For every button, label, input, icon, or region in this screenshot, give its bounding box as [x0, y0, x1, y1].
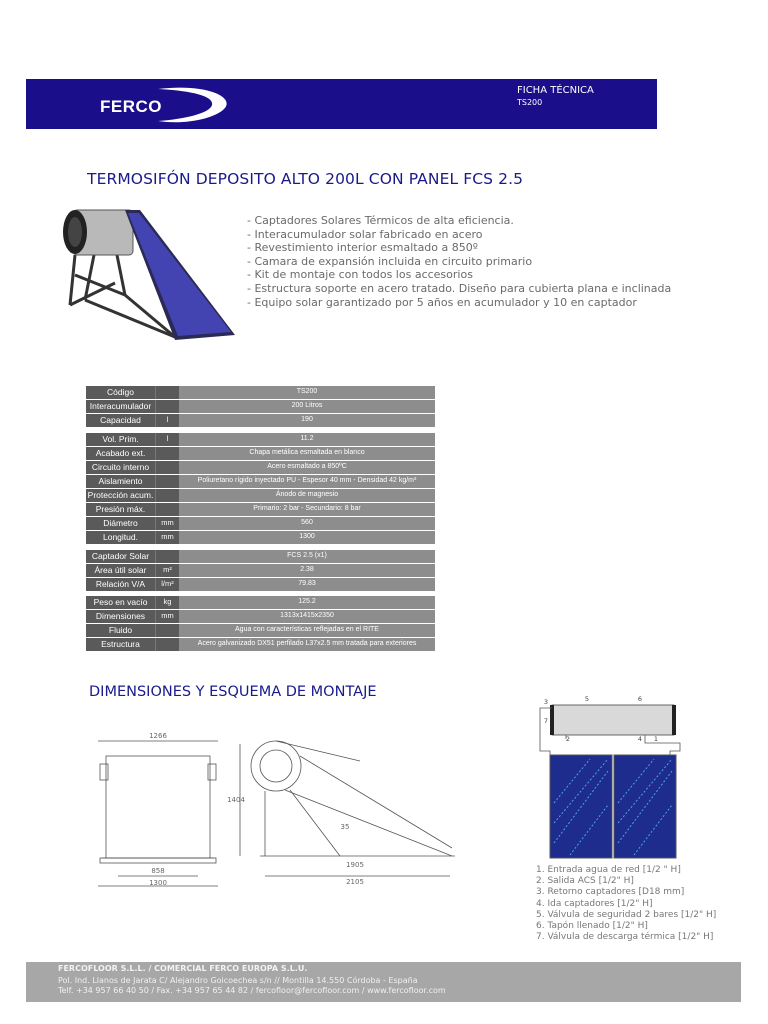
footer-contact: Telf. +34 957 66 40 50 / Fax. +34 957 65 44 82 / fercofloor@fercofloor.com / www.fercofloor.com — [58, 986, 446, 995]
feature-item: - Revestimiento interior esmaltado a 850º — [247, 241, 478, 255]
spec-label: Dimensiones — [86, 610, 155, 623]
schema-legend — [536, 865, 716, 943]
dim-angle: 35 — [340, 823, 350, 831]
spec-value: 560 — [179, 517, 435, 530]
spec-unit — [155, 550, 179, 563]
spec-label: Capacidad — [86, 414, 155, 427]
spec-value: Ánodo de magnesio — [179, 489, 435, 502]
schema-label: 1 — [653, 735, 659, 743]
spec-value: Agua con características reflejadas en el RITE — [179, 624, 435, 637]
spec-label: Interacumulador — [86, 400, 155, 413]
spec-value: Acero galvanizado DX51 perfilado L37x2.5 mm tratada para exteriores — [179, 638, 435, 651]
spec-label: Fluido — [86, 624, 155, 637]
footer-bar — [26, 962, 741, 1002]
dim-width-top: 1266 — [149, 732, 167, 740]
spec-value: Primario: 2 bar - Secundario: 8 bar — [179, 503, 435, 516]
legend-item: 2. Salida ACS [1/2" H] — [536, 876, 634, 887]
dim-height: 1404 — [227, 796, 245, 804]
schema-label: 6 — [637, 695, 643, 703]
footer-company: FERCOFLOOR S.L.L. / COMERCIAL FERCO EUROPA S.L.U. — [58, 964, 308, 973]
schema-label: 5 — [584, 695, 590, 703]
schema-label: 2 — [565, 735, 571, 743]
spec-value: Chapa metálica esmaltada en blanco — [179, 447, 435, 460]
spec-value: 79.83 — [179, 578, 435, 591]
spec-unit: l — [155, 433, 179, 446]
header-info — [517, 85, 594, 107]
mounting-schema — [530, 693, 695, 863]
spec-label: Acabado ext. — [86, 447, 155, 460]
spec-unit — [155, 386, 179, 399]
dim-width-bottom: 1300 — [149, 879, 167, 887]
thermosiphon-image — [55, 205, 240, 345]
doc-type: FICHA TÉCNICA — [517, 85, 594, 96]
spec-label: Área útil solar — [86, 564, 155, 577]
feature-item: - Estructura soporte en acero tratado. Diseño para cubierta plana e inclinada — [247, 281, 672, 295]
spec-unit — [155, 638, 179, 651]
footer-address: Pol. Ind. Llanos de Jarata C/ Alejandro Goicoechea s/n // Montilla 14.550 Córdoba - España — [58, 976, 418, 985]
schema-label: 4 — [637, 735, 643, 743]
spec-unit: mm — [155, 517, 179, 530]
spec-label: Presión máx. — [86, 503, 155, 516]
spec-label: Peso en vacío — [86, 596, 155, 609]
legend-item: 5. Válvula de seguridad 2 bares [1/2" H] — [536, 909, 717, 920]
spec-label: Aislamiento — [86, 475, 155, 488]
legend-item: 6. Tapón llenado [1/2" H] — [536, 921, 648, 932]
product-title: TERMOSIFÓN DEPOSITO ALTO 200L CON PANEL FCS 2.5 — [87, 170, 524, 188]
spec-unit: m² — [155, 564, 179, 577]
spec-label: Vol. Prim. — [86, 433, 155, 446]
legend-item: 1. Entrada agua de red [1/2 " H] — [536, 865, 681, 875]
legend-item: 3. Retorno captadores [D18 mm] — [536, 887, 685, 898]
spec-unit — [155, 461, 179, 474]
dim-width-mid: 858 — [151, 867, 165, 875]
spec-label: Longitud. — [86, 531, 155, 544]
spec-value: 190 — [179, 414, 435, 427]
ferco-logo — [96, 85, 236, 125]
spec-unit — [155, 475, 179, 488]
spec-value: FCS 2.5 (x1) — [179, 550, 435, 563]
spec-label: Código — [86, 386, 155, 399]
spec-value: 200 Litros — [179, 400, 435, 413]
spec-label: Captador Solar — [86, 550, 155, 563]
dim-length-1: 1905 — [346, 861, 364, 869]
header-bar — [26, 79, 657, 129]
feature-item: - Interacumulador solar fabricado en acero — [247, 227, 483, 241]
dimension-drawings — [90, 726, 470, 891]
feature-item: - Kit de montaje con todos los accesorios — [247, 268, 473, 282]
spec-label: Circuito interno — [86, 461, 155, 474]
feature-list — [247, 214, 677, 309]
spec-unit — [155, 489, 179, 502]
spec-value: 2.38 — [179, 564, 435, 577]
feature-item: - Camara de expansión incluida en circuito primario — [247, 254, 533, 268]
spec-unit: mm — [155, 531, 179, 544]
feature-item: - Equipo solar garantizado por 5 años en acumulador y 10 en captador — [247, 295, 637, 309]
spec-value: 11.2 — [179, 433, 435, 446]
dim-length-2: 2105 — [346, 878, 364, 886]
spec-label: Protección acum. — [87, 490, 154, 500]
spec-value: Poliuretano rígido inyectado PU - Espesor 40 mm - Densidad 42 kg/m³ — [179, 475, 435, 488]
spec-value: 1313x1415x2350 — [179, 610, 435, 623]
section-title-dimensions: DIMENSIONES Y ESQUEMA DE MONTAJE — [89, 684, 377, 700]
spec-value: Acero esmaltado a 850ºC — [179, 461, 435, 474]
spec-unit: kg — [155, 596, 179, 609]
spec-unit: l/m² — [155, 578, 179, 591]
spec-unit — [155, 447, 179, 460]
schema-label: 7 — [543, 717, 549, 725]
schema-label: 3 — [543, 698, 549, 706]
spec-value: TS200 — [179, 386, 435, 399]
spec-label: Diámetro — [86, 517, 155, 530]
spec-unit: l — [155, 414, 179, 427]
spec-value: 1300 — [179, 531, 435, 544]
spec-unit — [155, 503, 179, 516]
feature-item: - Captadores Solares Térmicos de alta eficiencia. — [247, 214, 514, 227]
spec-unit — [155, 400, 179, 413]
spec-label: Relación V/A — [86, 578, 155, 591]
spec-unit — [155, 624, 179, 637]
spec-value: 125.2 — [179, 596, 435, 609]
logo-word: FERCO — [100, 97, 162, 116]
spec-label: Estructura — [86, 638, 155, 651]
model-code: TS200 — [517, 98, 543, 107]
spec-unit: mm — [155, 610, 179, 623]
legend-item: 4. Ida captadores [1/2" H] — [536, 898, 653, 909]
legend-item: 7. Válvula de descarga térmica [1/2" H] — [536, 932, 714, 943]
